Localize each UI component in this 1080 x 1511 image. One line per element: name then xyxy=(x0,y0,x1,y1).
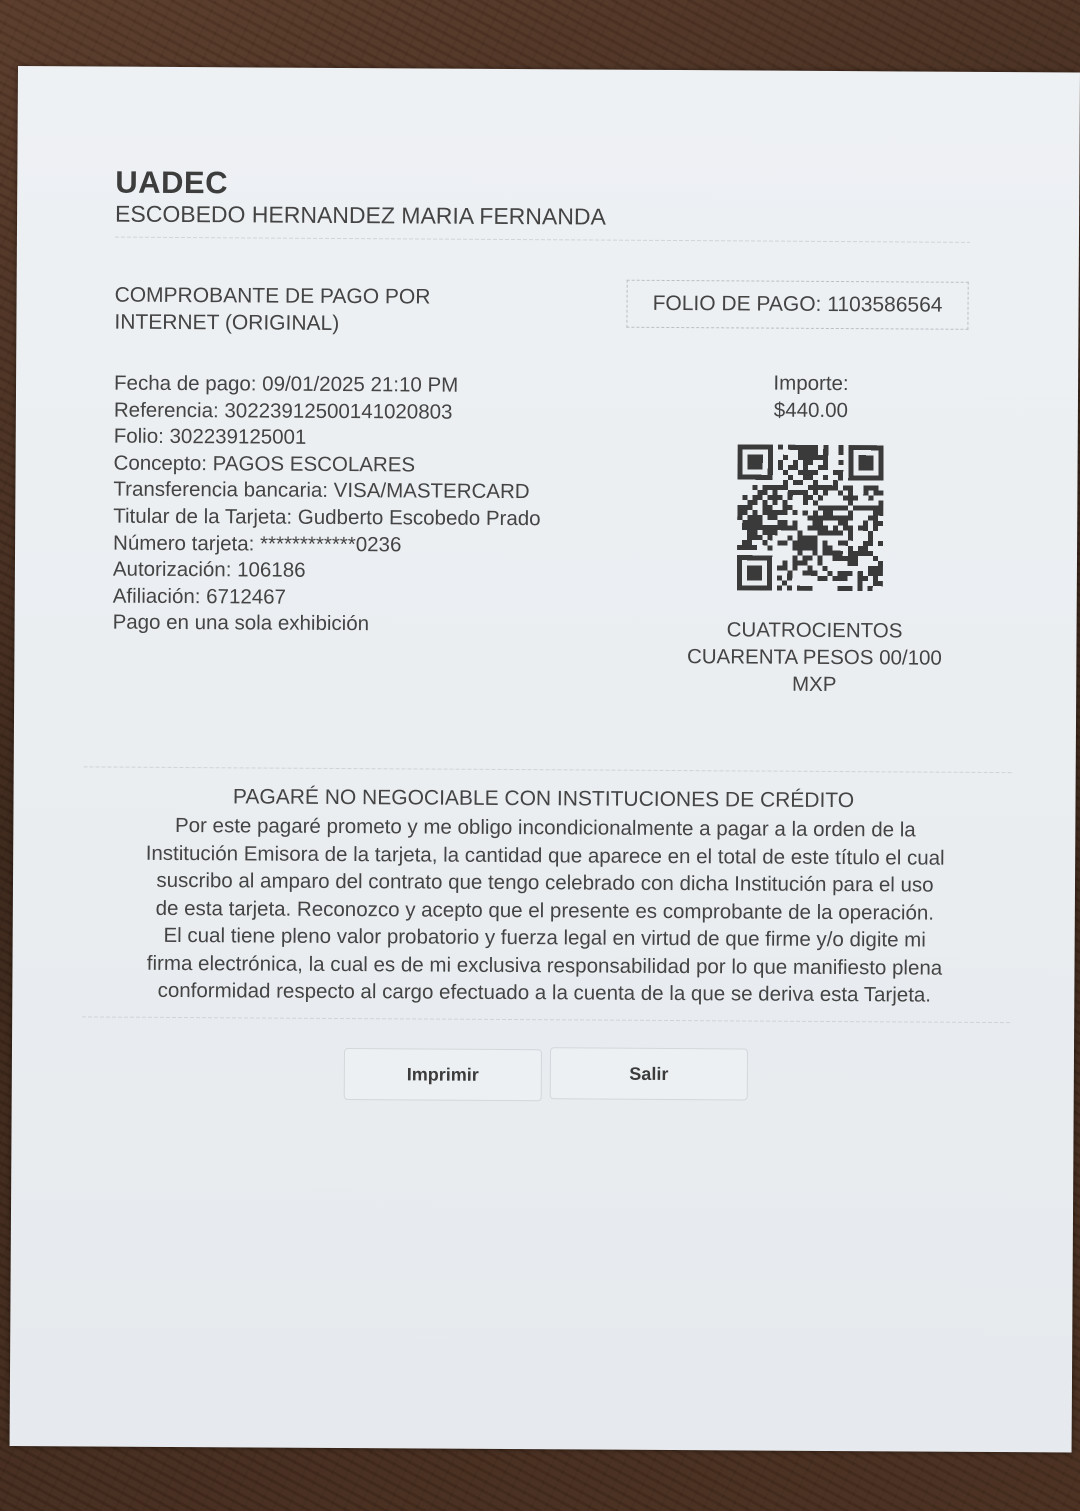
detail-folio: Folio: 302239125001 xyxy=(113,424,307,449)
folio-de-pago-box xyxy=(626,280,968,330)
payer-name: ESCOBEDO HERNANDEZ MARIA FERNANDA xyxy=(115,200,606,230)
divider xyxy=(84,766,1014,773)
pagare-line: firma electrónica, la cual es de mi exclusiva responsabilidad por lo que manifiesto plena xyxy=(146,951,943,980)
detail-concepto: Concepto: PAGOS ESCOLARES xyxy=(113,451,416,477)
receipt-paper xyxy=(10,66,1080,1452)
detail-referencia: Referencia: 30223912500141020803 xyxy=(113,398,453,424)
pagare-line: conformidad respecto al cargo efectuado a la cuenta de la que se deriva esta Tarjeta. xyxy=(157,978,932,1007)
detail-titular: Titular de la Tarjeta: Gudberto Escobedo Prado xyxy=(113,504,541,531)
detail-autorizacion: Autorización: 106186 xyxy=(112,557,306,582)
pagare-text xyxy=(74,811,1015,1009)
receipt-title xyxy=(114,282,514,338)
pagare-line: El cual tiene pleno valor probatorio y fuerza legal en virtud de que firme y/o digite mi xyxy=(163,923,926,952)
detail-fecha-de-pago: Fecha de pago: 09/01/2025 21:10 PM xyxy=(113,371,459,397)
print-button[interactable]: Imprimir xyxy=(344,1048,542,1101)
detail-transferencia: Transferencia bancaria: VISA/MASTERCARD xyxy=(113,477,530,504)
receipt-title-line2: INTERNET (ORIGINAL) xyxy=(114,310,340,335)
pagare-line: Institución Emisora de la tarjeta, la cantidad que aparece en el total de este título el cual xyxy=(145,841,945,870)
organization-name: UADEC xyxy=(115,164,229,201)
amount-label: Importe: xyxy=(773,371,849,396)
amount-in-words-line3: MXP xyxy=(791,672,837,697)
divider xyxy=(82,1016,1012,1023)
detail-exhibicion: Pago en una sola exhibición xyxy=(112,610,370,636)
pagare-line: Por este pagaré prometo y me obligo incondicionalmente a pagar a la orden de la xyxy=(174,813,916,842)
receipt-title-line1: COMPROBANTE DE PAGO POR xyxy=(114,283,431,309)
pagare-title: PAGARÉ NO NEGOCIABLE CON INSTITUCIONES DE CRÉDITO xyxy=(232,785,855,813)
pagare-line: de esta tarjeta. Reconozco y acepto que el presente es comprobante de la operación. xyxy=(155,896,935,925)
pagare-line: suscribo al amparo del contrato que tengo celebrado con dicha Institución para el uso xyxy=(156,868,934,897)
exit-button[interactable]: Salir xyxy=(550,1047,748,1100)
amount-block xyxy=(716,370,906,424)
detail-afiliacion: Afiliación: 6712467 xyxy=(112,584,287,609)
amount-value: $440.00 xyxy=(773,398,849,422)
payment-details xyxy=(113,371,542,640)
amount-in-words xyxy=(654,616,974,699)
detail-numero-tarjeta: Número tarjeta: ************0236 xyxy=(113,531,402,556)
amount-in-words-line2: CUARENTA PESOS 00/100 xyxy=(686,645,942,670)
qr-code-icon xyxy=(737,444,884,591)
amount-in-words-line1: CUATROCIENTOS xyxy=(726,618,903,643)
divider xyxy=(115,237,970,243)
folio-de-pago: FOLIO DE PAGO: 1103586564 xyxy=(652,291,943,317)
